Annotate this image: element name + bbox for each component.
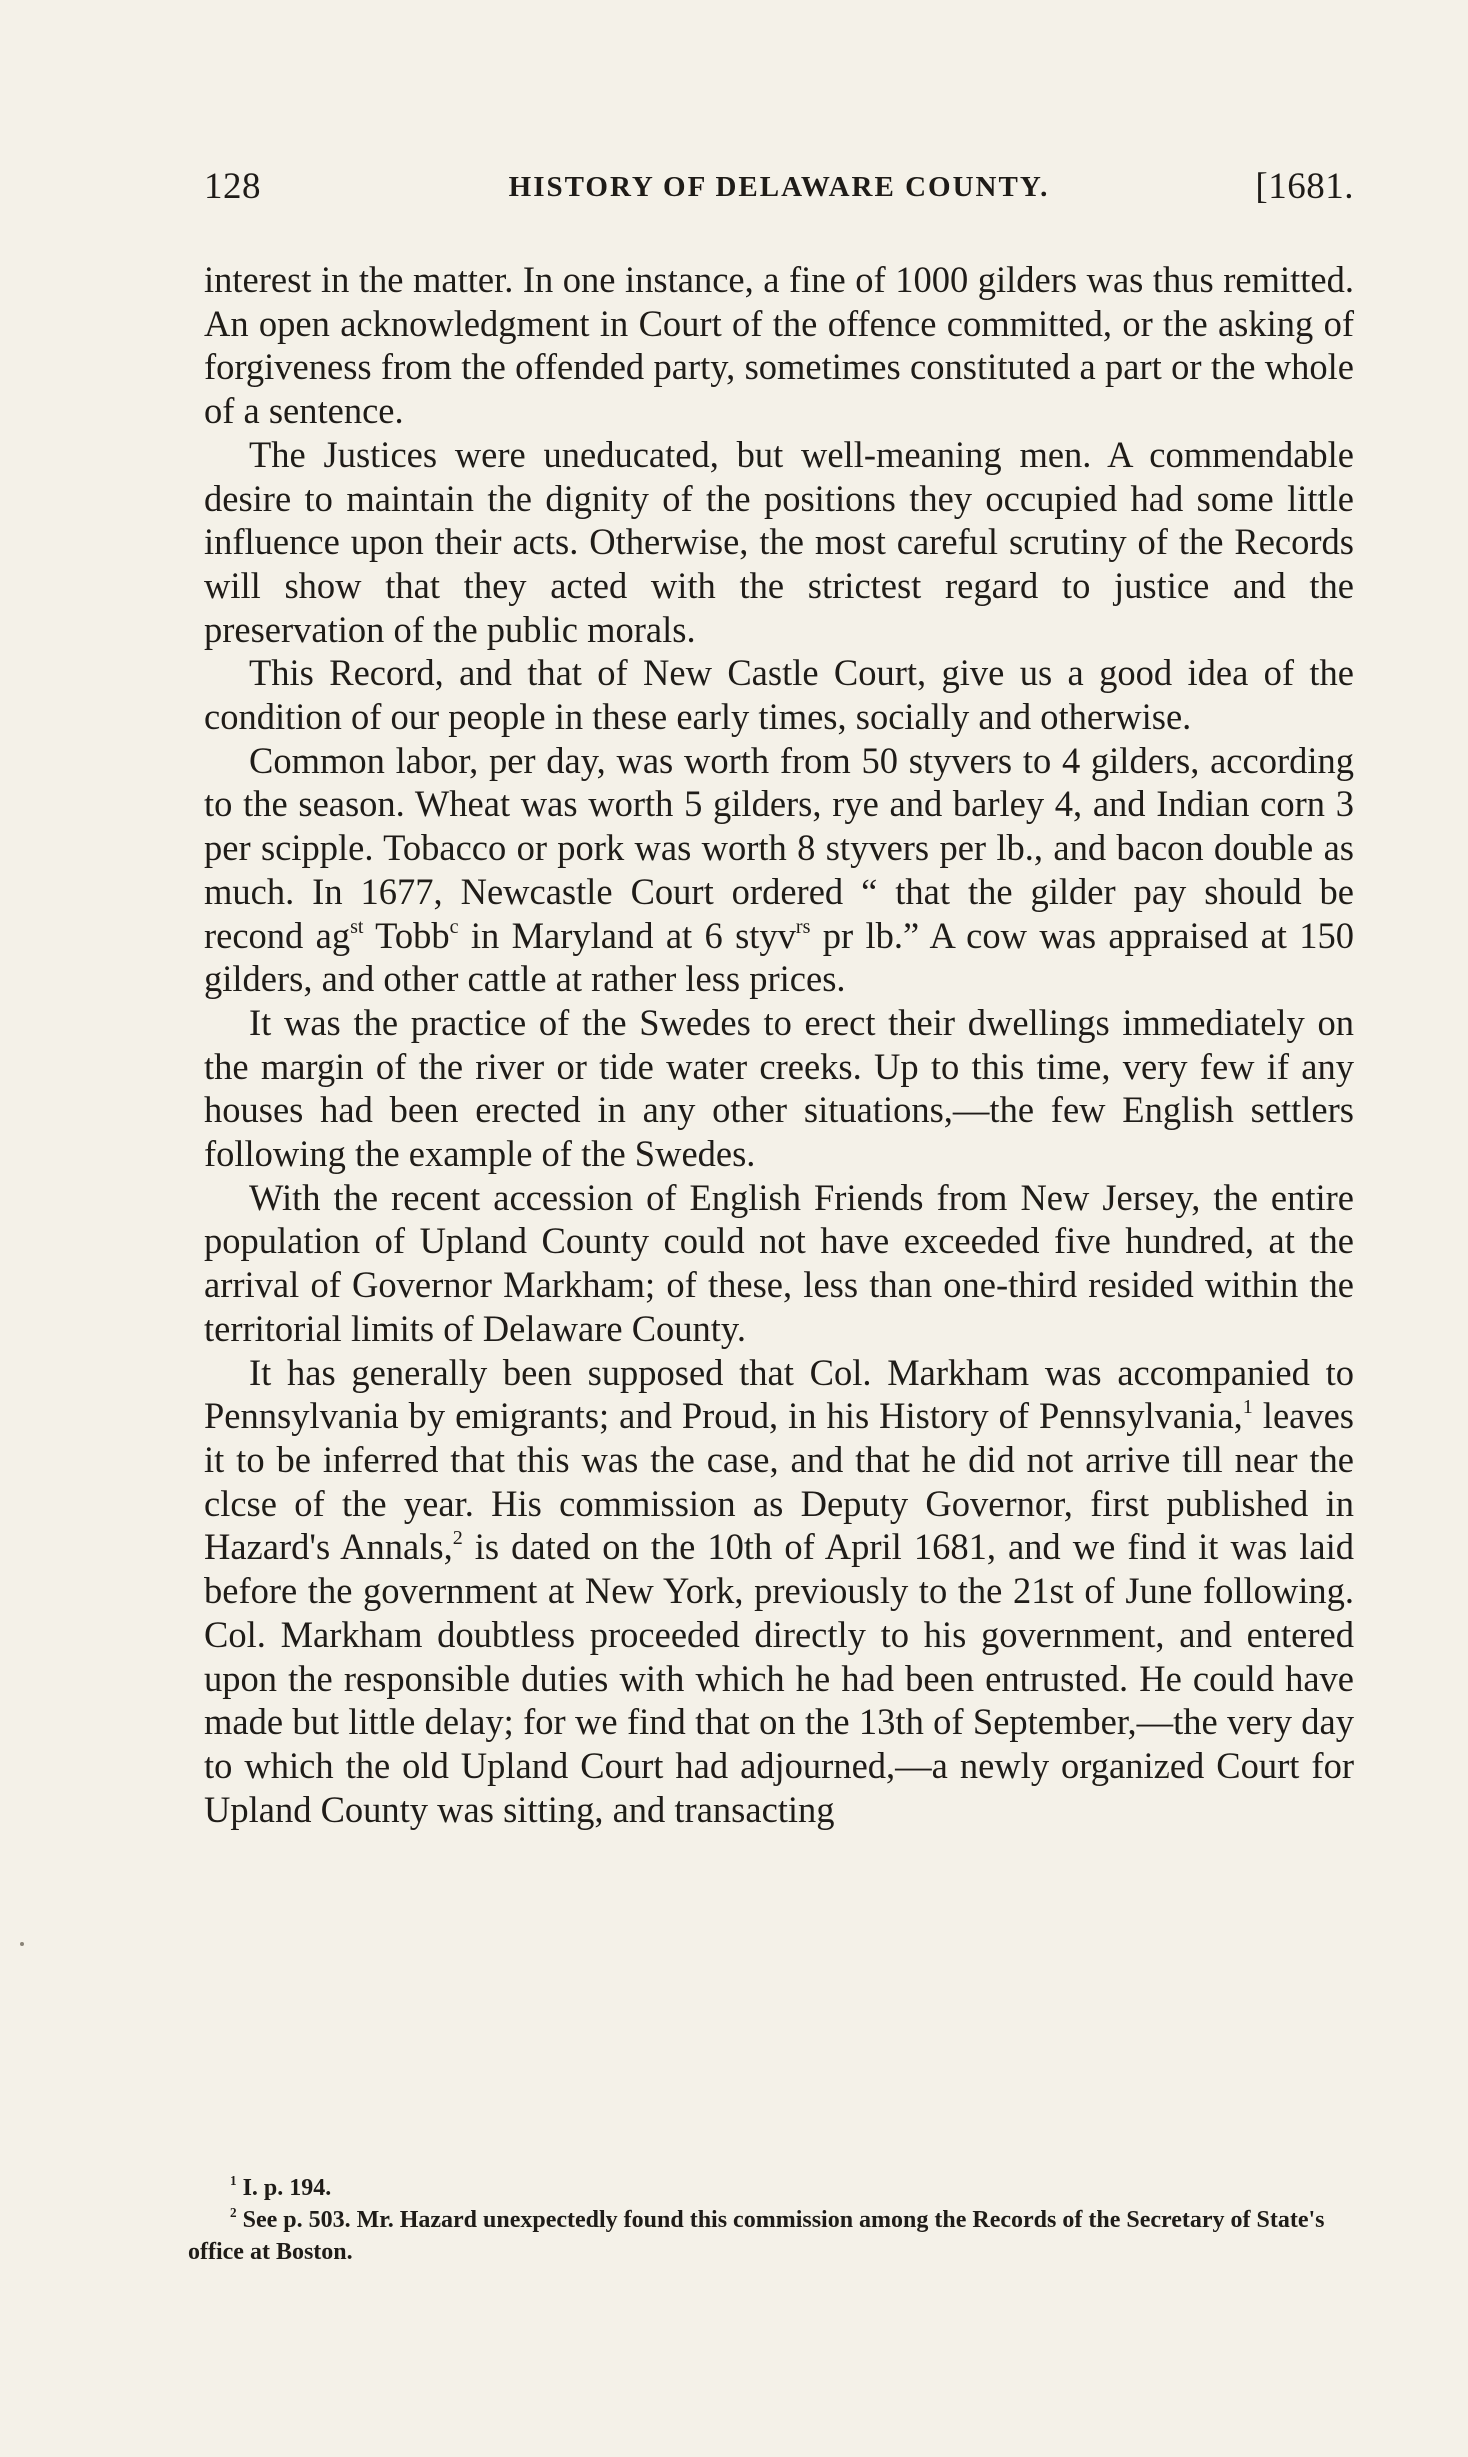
paragraph-prices <box>204 739 1354 1001</box>
paragraph-justices: The Justices were uneducated, but well-meaning men. A commendable desire to maintain the dignity of the positions they occupied had some little influence upon their acts. Otherwise, the most careful scrutiny of the Records will show that they acted with the strictest regard to justice and the preservation of the public morals. <box>204 433 1354 650</box>
paragraph-swedes: It was the practice of the Swedes to erect their dwellings immediately on the margin of the river or tide water creeks. Up to this time, very few if any houses had been erected in any other situations,—the few English settlers following the example of the Swedes. <box>204 1001 1354 1175</box>
superscript-rs: rs <box>795 915 811 938</box>
body-text <box>204 258 1354 1831</box>
footnote-2-text: See p. 503. Mr. Hazard unexpectedly found this commission among the Records of the Secretary of State's office at Boston. <box>188 2207 1325 2265</box>
running-title: HISTORY OF DELAWARE COUNTY. <box>508 171 1050 203</box>
prices-text-3: in Maryland at 6 styv <box>458 914 796 956</box>
page-number: 128 <box>204 166 261 207</box>
footnote-2-mark: 2 <box>230 2205 237 2221</box>
footnote-ref-1[interactable]: 1 <box>1242 1396 1253 1419</box>
running-header <box>204 165 1354 217</box>
markham-text-2: leaves it to be inferred that this was the case, and that he did not arrive till near the clcse of the year. His commission as Deputy Governor, first published in Hazard's Annals, <box>204 1395 1354 1568</box>
prices-text-1: Common labor, per day, was worth from 50 styvers to 4 gilders, according to the season. Wheat was worth 5 gilders, rye and barley 4, and Indian corn 3 per scipple. Tobacco or pork was worth 8 styvers per lb., and bacon double as much. In 1677, Newcastle Court ordered “ that the gilder pay should be recond ag <box>204 739 1354 956</box>
paragraph-markham <box>204 1351 1354 1832</box>
superscript-st: st <box>350 915 364 938</box>
header-year: [1681. <box>1255 166 1354 207</box>
superscript-c: c <box>449 915 459 938</box>
paragraph-record: This Record, and that of New Castle Court, give us a good idea of the condition of our people in these early times, socially and otherwise. <box>204 652 1354 738</box>
footnote-1-mark: 1 <box>230 2173 237 2189</box>
paragraph-continuation: interest in the matter. In one instance, a fine of 1000 gilders was thus remitted. An open acknowledgment in Court of the offence committed, or the asking of forgiveness from the offended party, sometimes constituted a part or the whole of a sentence. <box>204 259 1354 432</box>
paragraph-population: With the recent accession of English Friends from New Jersey, the entire population of Upland County could not have exceeded five hundred, at the arrival of Governor Markham; of these, less than one-third resided within the territorial limits of Delaware County. <box>204 1176 1354 1349</box>
footnotes <box>188 2172 1354 2268</box>
markham-text-1: It has generally been supposed that Col. Markham was accompanied to Pennsylvania by emigrants; and Proud, in his History of Pennsylvania, <box>204 1351 1354 1437</box>
prices-text-2: Tobb <box>363 914 450 956</box>
markham-text-3: is dated on the 10th of April 1681, and we find it was laid before the government at New York, previously to the 21st of June following. Col. Markham doubtless proceeded directly to his government, and entered upon the responsible duties with which he had been entrusted. He could have made but little delay; for we find that on the 13th of September,—the very day to which the old Upland Court had adjourned,—a newly organized Court for Upland County was sitting, and transacting <box>204 1526 1354 1830</box>
footnote-ref-2[interactable]: 2 <box>452 1527 463 1550</box>
footnote-2 <box>188 2204 1354 2268</box>
footnote-1 <box>188 2172 1354 2204</box>
prices-text-4: pr lb.” A cow was appraised at 150 gilders, and other cattle at rather less prices. <box>204 914 1354 1000</box>
footnote-1-text: I. p. 194. <box>236 2175 332 2201</box>
margin-speck <box>20 1942 24 1946</box>
